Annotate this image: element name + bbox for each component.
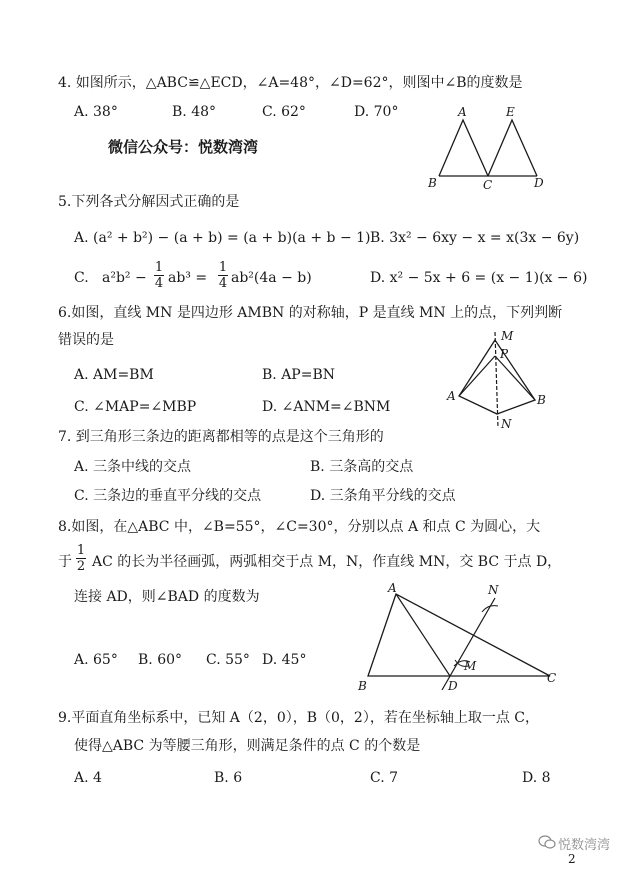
wechat-account-label: 微信公众号：悦数湾湾 (108, 138, 259, 156)
q7-option-d: D. 三条角平分线的交点 (310, 488, 456, 504)
q4-label-e: E (506, 105, 515, 119)
q6-option-a: A. AM=BM (74, 367, 154, 383)
q6-label-n: N (501, 417, 512, 431)
q7-option-a: A. 三条中线的交点 (74, 459, 192, 475)
q6-option-b: B. AP=BN (262, 367, 335, 383)
q8-stem-line2-post: AC 的长为半径画弧，两弧相交于点 M，N，作直线 MN，交 BC 于点 D， (92, 554, 562, 570)
q4-figure (425, 100, 555, 192)
q8-option-b: B. 60° (138, 652, 183, 668)
q6-label-b: B (537, 393, 546, 407)
q8-label-m: M (464, 659, 477, 673)
q5-option-c-fraction-2 (218, 261, 228, 290)
footer-watermark: 悦数湾湾 (558, 838, 611, 853)
q4-label-b: B (428, 176, 437, 190)
q8-frac-denominator: 2 (76, 559, 86, 574)
q8-stem-line3: 连接 AD，则∠BAD 的度数为 (74, 589, 260, 605)
q6-option-d: D. ∠ANM=∠BNM (262, 399, 391, 415)
q8-label-d: D (448, 679, 458, 693)
q8-half-fraction (76, 544, 86, 573)
q8-label-n: N (488, 583, 499, 597)
q4-label-a: A (458, 105, 467, 119)
q4-option-c: C. 62° (262, 104, 306, 120)
q5-option-b: B. 3x² − 6xy − x = x(3x − 6y) (370, 230, 580, 246)
q4-label-d: D (534, 176, 544, 190)
q9-option-b: B. 6 (214, 770, 243, 786)
q5-frac1-denominator: 4 (154, 276, 164, 291)
q4-option-a: A. 38° (74, 104, 118, 120)
q6-label-p: P (500, 347, 509, 361)
q4-option-d: D. 70° (354, 104, 399, 120)
q6-figure (445, 328, 555, 440)
q5-stem: 5.下列各式分解因式正确的是 (58, 194, 240, 210)
q5-option-c-part1: a²b² − (102, 270, 147, 286)
page-number: 2 (568, 852, 576, 866)
q8-stem-line2-pre: 于 (58, 554, 72, 570)
q8-label-a: A (388, 581, 397, 595)
q8-option-a: A. 65° (74, 652, 118, 668)
q5-option-c-fraction-1 (154, 261, 164, 290)
q9-stem-line1: 9.平面直角坐标系中，已知 A（2，0），B（0，2），若在坐标轴上取一点 C， (58, 710, 539, 726)
q6-label-a: A (447, 389, 456, 403)
q6-stem-line2: 错误的是 (58, 332, 114, 348)
q6-stem-line1: 6.如图，直线 MN 是四边形 AMBN 的对称轴，P 是直线 MN 上的点，下列判断 (58, 305, 563, 321)
wechat-icon (538, 834, 556, 850)
q8-option-d: D. 45° (262, 652, 307, 668)
q7-option-c: C. 三条边的垂直平分线的交点 (74, 488, 262, 504)
q4-option-b: B. 48° (172, 104, 217, 120)
q4-stem: 4. 如图所示，△ABC≌△ECD，∠A=48°，∠D=62°，则图中∠B的度数是 (58, 75, 523, 91)
q4-label-c: C (483, 178, 493, 192)
q5-option-c-label: C. (74, 270, 89, 286)
q5-frac2-denominator: 4 (218, 276, 228, 291)
q9-stem-line2: 使得△ABC 为等腰三角形，则满足条件的点 C 的个数是 (74, 738, 421, 754)
q7-option-b: B. 三条高的交点 (310, 459, 414, 475)
q8-frac-numerator: 1 (76, 543, 86, 558)
q7-stem: 7. 到三角形三条边的距离都相等的点是这个三角形的 (58, 429, 384, 445)
q5-option-c-part3: ab²(4a − b) (231, 270, 312, 286)
q5-option-c-part2: ab³ = (168, 270, 208, 286)
q6-option-c: C. ∠MAP=∠MBP (74, 399, 197, 415)
q6-label-m: M (501, 329, 514, 343)
q8-label-b: B (358, 679, 367, 693)
q5-frac1-numerator: 1 (154, 260, 164, 275)
q5-frac2-numerator: 1 (218, 260, 228, 275)
q8-label-c: C (547, 671, 557, 685)
q8-option-c: C. 55° (206, 652, 250, 668)
q9-option-c: C. 7 (370, 770, 399, 786)
q5-option-a: A. (a² + b²) − (a + b) = (a + b)(a + b − 1) (74, 230, 371, 246)
q8-stem-line1: 8.如图，在△ABC 中，∠B=55°，∠C=30°，分别以点 A 和点 C 为圆心，大 (58, 519, 541, 535)
q9-option-d: D. 8 (522, 770, 551, 786)
q9-option-a: A. 4 (74, 770, 102, 786)
q8-figure (350, 582, 565, 697)
q5-option-d: D. x² − 5x + 6 = (x − 1)(x − 6) (370, 270, 588, 286)
